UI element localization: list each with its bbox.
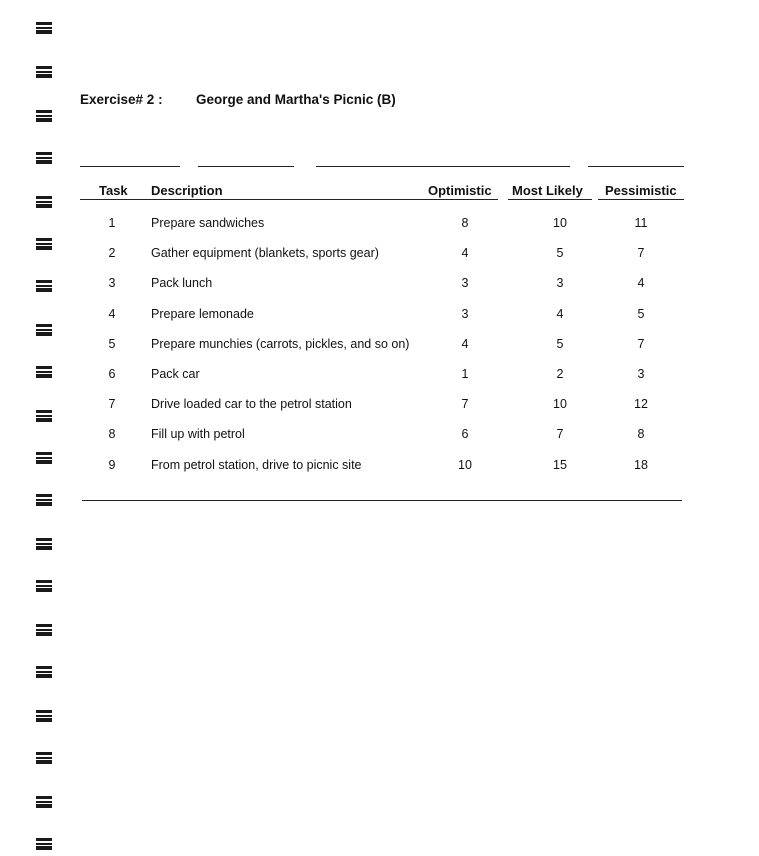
- binding-ring: [36, 494, 52, 506]
- binding-ring: [36, 710, 52, 722]
- task-description: Prepare lemonade: [151, 307, 254, 321]
- table-top-rule: [588, 166, 684, 167]
- binding-ring: [36, 752, 52, 764]
- pessimistic-value: 18: [634, 458, 648, 472]
- optimistic-value: 4: [461, 246, 469, 260]
- binding-ring: [36, 66, 52, 78]
- header-rule: [508, 199, 592, 200]
- binding-ring: [36, 624, 52, 636]
- binding-ring: [36, 196, 52, 208]
- most-likely-value: 5: [556, 337, 564, 351]
- pessimistic-value: 7: [637, 246, 645, 260]
- table-row: [0, 246, 759, 266]
- optimistic-value: 4: [461, 337, 469, 351]
- optimistic-value: 3: [461, 276, 469, 290]
- task-description: Prepare munchies (carrots, pickles, and so on): [151, 337, 410, 351]
- table-top-rule: [80, 166, 180, 167]
- pessimistic-value: 11: [634, 216, 648, 230]
- exercise-heading: [80, 92, 396, 107]
- optimistic-value: 7: [461, 397, 469, 411]
- pessimistic-value: 3: [637, 367, 645, 381]
- binding-ring: [36, 580, 52, 592]
- task-description: Drive loaded car to the petrol station: [151, 397, 352, 411]
- task-number: 5: [108, 337, 116, 351]
- exercise-number: Exercise# 2 :: [80, 92, 163, 107]
- optimistic-value: 8: [461, 216, 469, 230]
- task-number: 9: [108, 458, 116, 472]
- task-description: Pack car: [151, 367, 200, 381]
- most-likely-value: 4: [556, 307, 564, 321]
- task-description: Gather equipment (blankets, sports gear): [151, 246, 379, 260]
- header-task: Task: [99, 183, 128, 198]
- binding-ring: [36, 796, 52, 808]
- most-likely-value: 10: [553, 216, 567, 230]
- task-description: Prepare sandwiches: [151, 216, 265, 230]
- exercise-title: George and Martha's Picnic (B): [196, 92, 396, 107]
- most-likely-value: 15: [553, 458, 567, 472]
- most-likely-value: 10: [553, 397, 567, 411]
- task-number: 2: [108, 246, 116, 260]
- table-row: [0, 397, 759, 417]
- binding-ring: [36, 152, 52, 164]
- pessimistic-value: 5: [637, 307, 645, 321]
- most-likely-value: 3: [556, 276, 564, 290]
- task-number: 7: [108, 397, 116, 411]
- table-row: [0, 427, 759, 447]
- table-row: [0, 367, 759, 387]
- binding-ring: [36, 838, 52, 850]
- table-row: [0, 307, 759, 327]
- table-row: [0, 276, 759, 296]
- header-pessimistic: Pessimistic: [605, 183, 677, 198]
- most-likely-value: 7: [556, 427, 564, 441]
- optimistic-value: 10: [458, 458, 472, 472]
- binding-ring: [36, 666, 52, 678]
- task-description: Fill up with petrol: [151, 427, 245, 441]
- most-likely-value: 5: [556, 246, 564, 260]
- table-top-rule: [198, 166, 294, 167]
- pessimistic-value: 8: [637, 427, 645, 441]
- task-number: 3: [108, 276, 116, 290]
- header-description: Description: [151, 183, 223, 198]
- header-optimistic: Optimistic: [428, 183, 492, 198]
- table-row: [0, 337, 759, 357]
- task-number: 1: [108, 216, 116, 230]
- task-number: 8: [108, 427, 116, 441]
- task-number: 4: [108, 307, 116, 321]
- task-description: From petrol station, drive to picnic site: [151, 458, 362, 472]
- binding-ring: [36, 22, 52, 34]
- header-rule: [598, 199, 684, 200]
- task-description: Pack lunch: [151, 276, 213, 290]
- header-most-likely: Most Likely: [512, 183, 583, 198]
- table-bottom-rule: [82, 500, 682, 501]
- binding-ring: [36, 538, 52, 550]
- pessimistic-value: 4: [637, 276, 645, 290]
- table-row: [0, 216, 759, 236]
- pessimistic-value: 7: [637, 337, 645, 351]
- pessimistic-value: 12: [634, 397, 648, 411]
- most-likely-value: 2: [556, 367, 564, 381]
- optimistic-value: 3: [461, 307, 469, 321]
- task-number: 6: [108, 367, 116, 381]
- optimistic-value: 6: [461, 427, 469, 441]
- table-row: [0, 458, 759, 478]
- table-top-rule: [316, 166, 570, 167]
- header-rule: [80, 199, 498, 200]
- optimistic-value: 1: [461, 367, 469, 381]
- binding-ring: [36, 110, 52, 122]
